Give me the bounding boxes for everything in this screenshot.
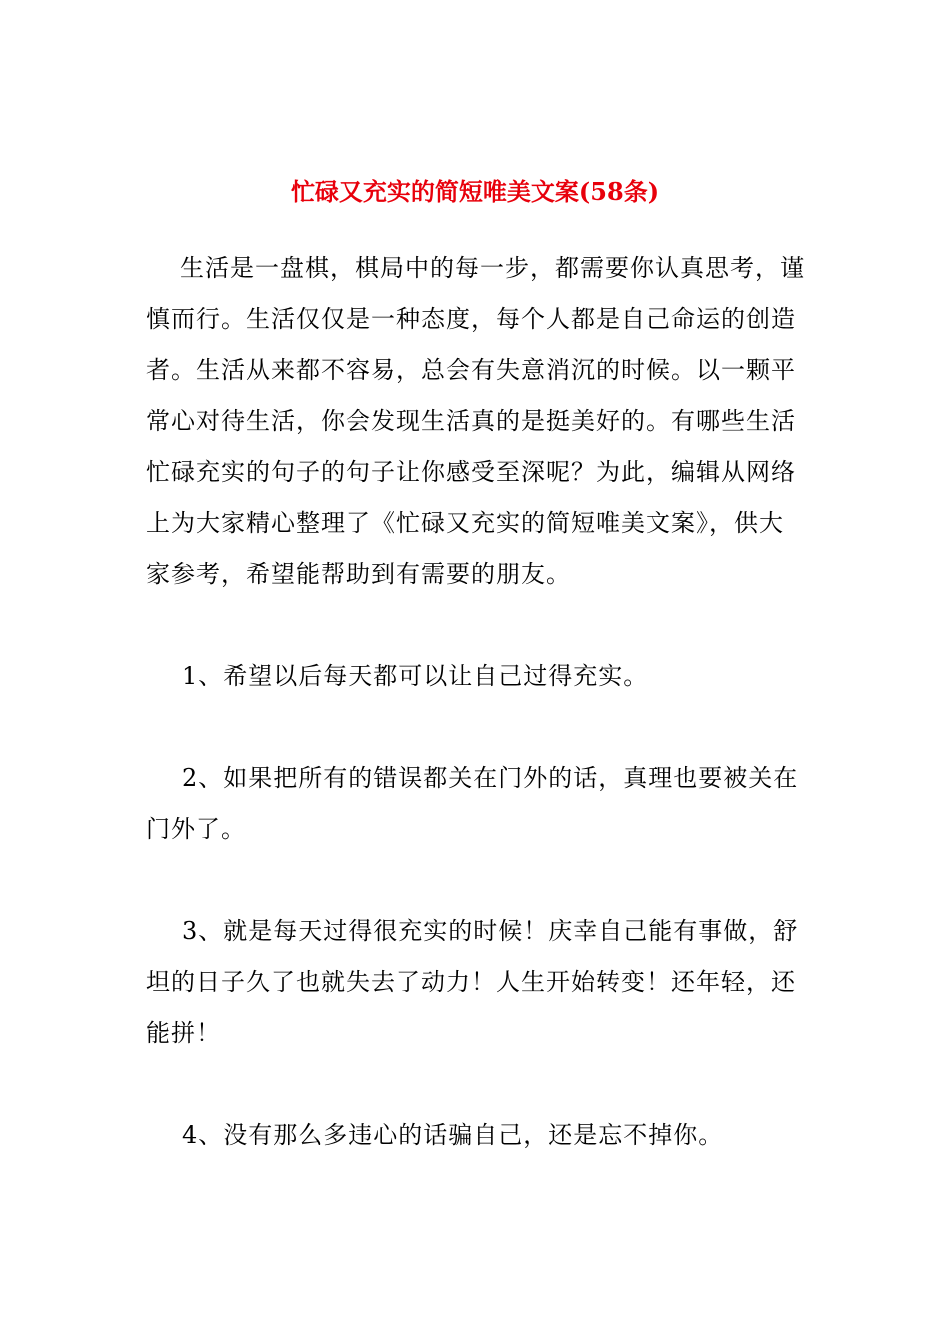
list-item: 2、如果把所有的错误都关在门外的话，真理也要被关在门外了。 xyxy=(146,764,799,843)
document-body xyxy=(146,243,806,1161)
list-item: 3、就是每天过得很充实的时候！庆幸自己能有事做，舒坦的日子久了也就失去了动力！人生开始转变！还年轻，还能拼！ xyxy=(146,917,799,1047)
document-title: 忙碌又充实的简短唯美文案(58条) xyxy=(290,177,660,206)
intro-paragraph: 生活是一盘棋，棋局中的每一步，都需要你认真思考，谨慎而行。生活仅仅是一种态度，每个人都是自己命运的创造者。生活从来都不容易，总会有失意消沉的时候。以一颗平常心对待生活，你会发现生活真的是挺美好的。有哪些生活忙碌充实的句子的句子让你感受至深呢？为此，编辑从网络上为大家精心整理了《忙碌又充实的简短唯美文案》，供大家参考，希望能帮助到有需要的朋友。 xyxy=(146,254,805,588)
list-item: 4、没有那么多违心的话骗自己，还是忘不掉你。 xyxy=(182,1121,724,1149)
list-item: 1、希望以后每天都可以让自己过得充实。 xyxy=(182,662,649,690)
